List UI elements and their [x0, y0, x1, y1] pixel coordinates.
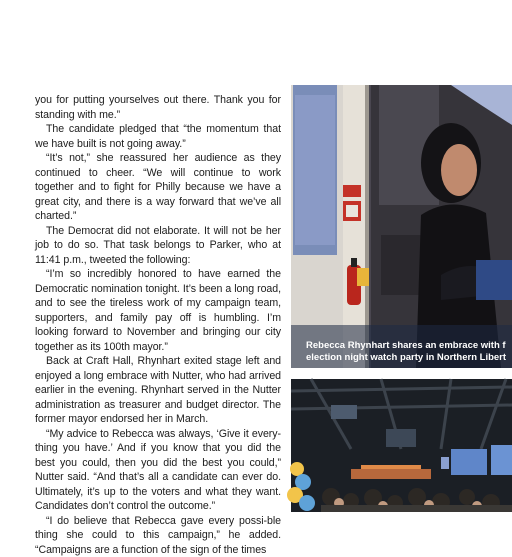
article-paragraph-5: “I’m so incredibly honored to have earned the Democratic nomination tonight. It’s been a long road, and to see the tireless work of my campaign team, supporters, and family pay off is humbling. I’m looking forward to November and bringing our city together as its 100th mayor.” — [35, 267, 281, 354]
article-column — [35, 93, 281, 557]
photo-rhynhart-embrace — [291, 85, 512, 368]
article-paragraph-2: The candidate pledged that “the momentum that we have built is not going away.” — [35, 122, 281, 151]
photo-watch-party-crowd — [291, 379, 512, 512]
article-paragraph-7: “My advice to Rebecca was always, ‘Give it every-thing you have.’ And if you know that you did the best you could, then you did the best you could,” Nutter said. “And that’s all a candidate can ever do. Ultimately, it’s up to the voters and what they want. Candidates don’t control the outcome.” — [35, 427, 281, 514]
photo-caption — [306, 340, 512, 363]
photo-watch-party-crowd-image — [291, 379, 512, 512]
article-paragraph-1: you for putting yourselves out there. Thank you for standing with me.” — [35, 93, 281, 122]
photo-caption-line-2: election night watch party in Northern Libert — [306, 352, 512, 364]
article-paragraph-6: Back at Craft Hall, Rhynhart exited stage left and enjoyed a long embrace with Nutter, who had arrived earlier in the evening. Rhynhart served in the Nutter administration as treasurer and budget director. The former mayor endorsed her in March. — [35, 354, 281, 427]
photo-rhynhart-embrace-image — [291, 85, 512, 368]
article-paragraph-4: The Democrat did not elaborate. It will not be her job to do so. That task belongs to Parker, who at 11:41 p.m., tweeted the following: — [35, 224, 281, 268]
article-paragraph-3: “It’s not,” she reassured her audience as they continued to cheer. “We will continue to work together and to fight for Philly because we have a great city, and there is a way forward that we’ve all charted.” — [35, 151, 281, 224]
photo-caption-line-1: Rebecca Rhynhart shares an embrace with f — [306, 340, 512, 352]
article-paragraph-8: “I do believe that Rebecca gave every possi-ble thing she could to this campaign,” he added. “Campaigns are a function of the sign of the times — [35, 514, 281, 557]
